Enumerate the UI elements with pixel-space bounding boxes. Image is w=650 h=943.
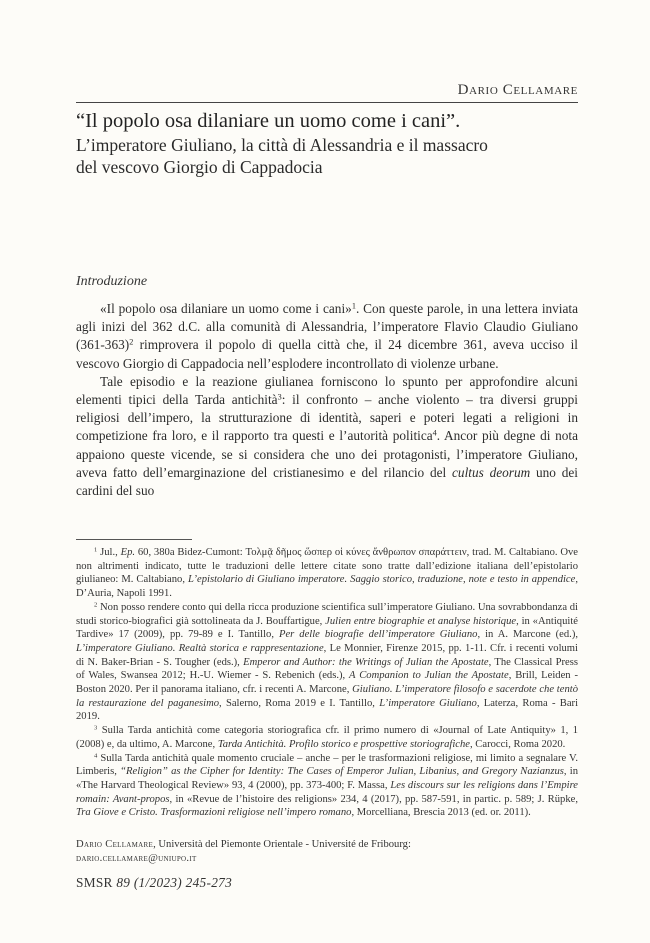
italic-title: Ep. bbox=[120, 547, 136, 558]
text-span: , D’Auria, Napoli 1991. bbox=[76, 574, 578, 600]
text-span: Non posso rendere conto qui della ricca produzione scientifica sull’imperatore Giuliano. Una sovrabbondanza di studi storico-biografici già sottolineata da J. Bouffartigue, bbox=[76, 601, 578, 627]
footnote-number: 4 bbox=[94, 751, 98, 759]
text-span: , in «The Harvard Theological Review» 93, 4 (2000), pp. 373-400; F. Massa, bbox=[76, 766, 578, 791]
footnote-number: 1 bbox=[94, 546, 98, 554]
text-span: , in «Antiquité Tardive» 17 (2009), pp. 79-89 e I. Tantillo, bbox=[76, 615, 578, 641]
article-subtitle-line-1: L’imperatore Giuliano, la città di Alessandria e il massacro bbox=[76, 135, 488, 155]
footnote-3 bbox=[76, 724, 578, 751]
footnote-ref-2[interactable]: 2 bbox=[129, 337, 134, 347]
author-email[interactable]: dario.cellamare@uniupo.it bbox=[76, 852, 197, 864]
text-span: rimprovera il popolo di quella città che, il 24 dicembre 361, aveva ucciso il vescovo Giorgio di Cappadocia nell’esplodere incontrollato di violenze urbane. bbox=[76, 337, 578, 371]
body-text bbox=[76, 300, 578, 500]
italic-title: Tarda Antichità. Profilo storico e prospettive storiografiche bbox=[217, 738, 470, 750]
footnote-1 bbox=[76, 546, 578, 601]
text-span: : il confronto – anche violento – tra diversi gruppi religiosi dell’impero, la strutturazione di identità, saperi e poteri legati a religioni in competizione fra loro, e il rapporto tra questi e l’autorità politica bbox=[76, 392, 578, 444]
text-span: , Salerno, Roma 2019 e I. Tantillo, bbox=[219, 697, 380, 709]
italic-title: L’imperatore Giuliano. Realtà storica e rappresentazione bbox=[76, 642, 324, 654]
italic-title: L’epistolario di Giuliano imperatore. Saggio storico, traduzione, note e testo in appendice bbox=[187, 574, 576, 586]
italic-title: A Companion to Julian the Apostate bbox=[349, 670, 509, 682]
article-subtitle-line-2: del vescovo Giorgio di Cappadocia bbox=[76, 157, 323, 177]
footnote-2 bbox=[76, 601, 578, 724]
italic-title: Emperor and Author: the Writings of Julian the Apostate bbox=[243, 656, 489, 668]
italic-title: Per delle biografie dell’imperatore Giuliano bbox=[278, 629, 478, 641]
paragraph-1 bbox=[76, 300, 578, 373]
text-span: , in A. Marcone (ed.), bbox=[477, 629, 578, 641]
text-span: , Le Monnier, Firenze 2015, pp. 1-11. Cfr. i recenti volumi di N. Baker-Brian - S. Tougher (eds.), bbox=[76, 642, 578, 668]
footnote-ref-3[interactable]: 3 bbox=[277, 392, 282, 402]
journal-name: SMSR bbox=[76, 875, 117, 890]
footnote-ref-1[interactable]: 1 bbox=[351, 301, 356, 311]
text-span: , Laterza, Roma - Bari 2019. bbox=[76, 697, 579, 723]
text-span: . Con queste parole, in una lettera inviata agli inizi del 362 d.C. alla comunità di Alessandria, l’imperatore Flavio Claudio Giuliano (361-363) bbox=[76, 301, 578, 353]
journal-volume: 89 (1/2023) 245-273 bbox=[116, 875, 233, 890]
article-title: “Il popolo osa dilaniare un uomo come i cani”. bbox=[76, 110, 461, 132]
italic-title: Tra Giove e Cristo. Trasformazioni religiose nell’impero romano bbox=[76, 807, 352, 819]
italic-title: Giuliano. L’imperatore filosofo e sacerdote che tentò la restaurazione del paganesimo bbox=[76, 684, 578, 709]
italic-title: Les discours sur les religions dans l’Empire romain: Avant-propos bbox=[76, 779, 578, 805]
text-span: Sulla Tarda antichità quale momento cruciale – anche – per le trasformazioni religiose, mi limito a segnalare V. Limberis, bbox=[76, 752, 578, 778]
text-span: Sulla Tarda antichità come categoria storiografica cfr. il primo numero di «Journal of Late Antiquity» 1, 1 (2008) e, da ultimo, A. Marcone, bbox=[76, 725, 578, 750]
text-span: , The Classical Press of Wales, Swansea 2012; H.-U. Wiemer - S. Rebenich (eds.), bbox=[76, 656, 578, 682]
text-span: Tale episodio e la reazione giulianea forniscono lo spunto per approfondire alcuni elementi tipici della Tarda antichità bbox=[76, 373, 578, 408]
header-rule bbox=[76, 102, 578, 103]
footnotes bbox=[76, 546, 578, 820]
author-name: Dario Cellamare bbox=[76, 839, 154, 850]
running-head-author: Dario Cellamare bbox=[457, 82, 578, 98]
article-title-block bbox=[76, 108, 578, 178]
text-span: Jul., bbox=[97, 547, 121, 558]
text-span: uno dei cardini del suo bbox=[76, 464, 578, 499]
footnote-number: 2 bbox=[94, 601, 98, 609]
affiliation-line bbox=[76, 838, 578, 852]
section-heading: Introduzione bbox=[76, 274, 148, 289]
text-span: 60, 380a Bidez-Cumont: Τολμᾷ δῆμος ὥσπερ οἱ κύνες ἄνθρωπον σπαράττειν, trad. M. Caltabiano. Ove non altrimenti indicato, tutte le traduzioni delle lettere citate sono tratte dall’edizione italiana dell’epistolario giulianeo: M. Caltabiano, bbox=[76, 547, 578, 586]
text-span: , Morcelliana, Brescia 2013 (ed. or. 2011). bbox=[351, 807, 531, 819]
journal-citation bbox=[76, 875, 232, 891]
italic-title: Julien entre biographie et analyse historique bbox=[325, 615, 517, 627]
text-span: , Brill, Leiden - Boston 2020. Per il panorama italiano, cfr. i recenti A. Marcone, bbox=[76, 670, 578, 696]
italic-title: “Religion” as the Cipher for Identity: The Cases of Emperor Julian, Libanius, and Gregory Nazianzus bbox=[120, 766, 564, 778]
footnote-number: 3 bbox=[94, 724, 98, 732]
italic-title: L’imperatore Giuliano bbox=[379, 697, 477, 709]
author-affiliation bbox=[76, 838, 578, 865]
footnote-rule bbox=[76, 539, 192, 540]
institutions: , Università del Piemonte Orientale - Université de Fribourg: bbox=[153, 839, 411, 850]
italic-term: cultus deorum bbox=[452, 464, 531, 480]
footnote-4 bbox=[76, 752, 578, 821]
text-span: , in «Revue de l’histoire des religions» 234, 4 (2017), pp. 587-591, in partic. p. 589; J. Rüpke, bbox=[169, 793, 578, 805]
text-span: . Ancor più degne di nota appaiono queste vicende, se si considera che uno dei protagonisti, l’imperatore Giuliano, aveva fatto dell’emarginazione del cristianesimo e del rilancio del bbox=[76, 428, 578, 480]
paragraph-2 bbox=[76, 373, 578, 500]
footnote-ref-4[interactable]: 4 bbox=[432, 428, 437, 438]
text-span: , Carocci, Roma 2020. bbox=[470, 738, 566, 750]
text-span: «Il popolo osa dilaniare un uomo come i cani» bbox=[100, 301, 352, 316]
